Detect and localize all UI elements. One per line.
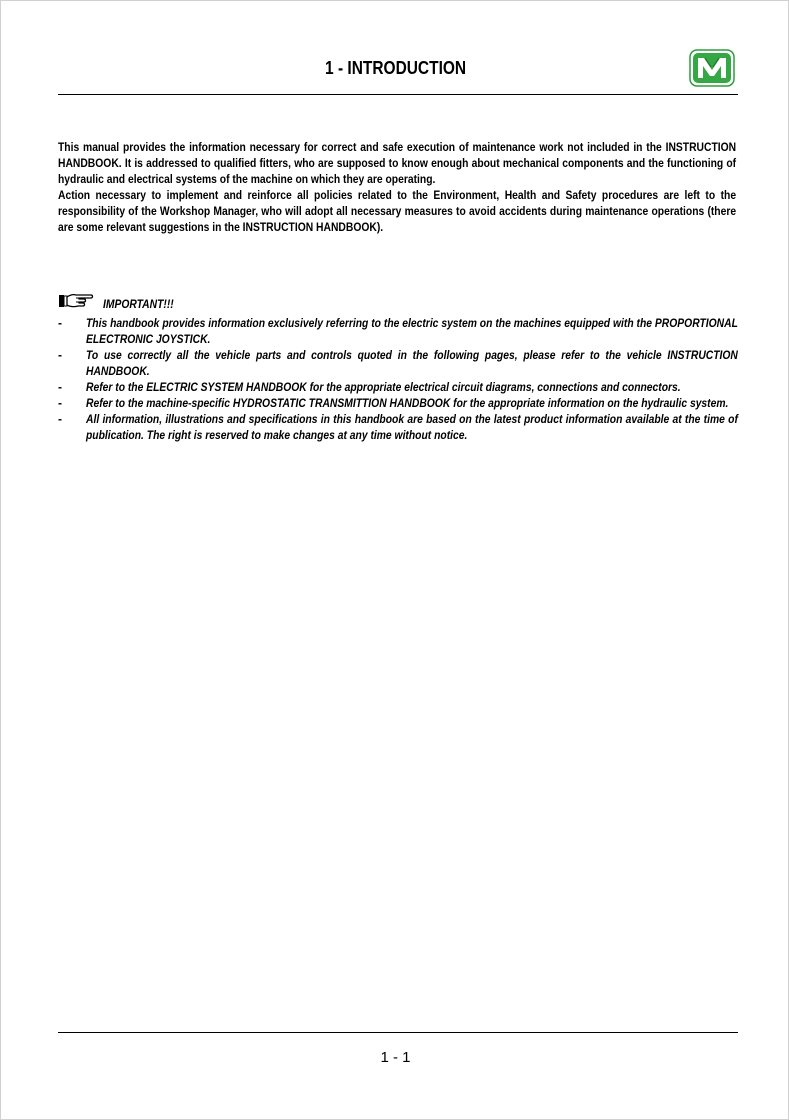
header-divider [58, 94, 738, 95]
introduction-text [58, 139, 736, 235]
important-notice [58, 292, 738, 442]
list-bullet: - [58, 412, 62, 426]
footer-divider [58, 1032, 738, 1033]
list-bullet: - [58, 380, 62, 394]
list-bullet: - [58, 316, 62, 330]
note-text: Refer to the ELECTRIC SYSTEM HANDBOOK for the appropriate electrical circuit diagrams, connections and connectors. [86, 380, 681, 394]
intro-paragraph [58, 187, 736, 235]
list-item [58, 315, 736, 347]
intro-paragraph-1-text: This manual provides the information necessary for correct and safe execution of maintenance work not included in the INSTRUCTION HANDBOOK. It is addressed to qualified fitters, who are supposed to know enough about mechanical components and the functioning of hydraulic and electrical systems of the machine on which they are operating. [58, 140, 737, 186]
pointing-hand-icon [58, 292, 94, 310]
list-item [58, 411, 736, 443]
list-bullet: - [58, 348, 62, 362]
intro-paragraph [58, 139, 736, 187]
note-text: Refer to the machine-specific HYDROSTATIC TRANSMITTION HANDBOOK for the appropriate information on the hydraulic system. [86, 396, 729, 410]
page-title: 1 - INTRODUCTION [325, 58, 467, 78]
machine-maker-logo-icon [689, 49, 735, 87]
list-item [58, 395, 736, 411]
important-notes-list [58, 315, 736, 443]
list-item [58, 347, 736, 379]
list-bullet: - [58, 396, 62, 410]
note-text: This handbook provides information exclusively referring to the electric system on the machines equipped with the PROPORTIONAL ELECTRONIC JOYSTICK. [86, 316, 738, 346]
intro-paragraph-2-text: Action necessary to implement and reinforce all policies related to the Environment, Health and Safety procedures are left to the responsibility of the Workshop Manager, who will adopt all necessary measures to avoid accidents during maintenance operations (there are some relevant suggestions in the INSTRUCTION HANDBOOK). [58, 188, 737, 234]
note-text: To use correctly all the vehicle parts and controls quoted in the following pages, please refer to the vehicle INSTRUCTION HANDBOOK. [86, 348, 738, 378]
page-number: 1 - 1 [380, 1049, 411, 1066]
important-label: IMPORTANT!!! [103, 297, 174, 311]
important-heading [58, 292, 736, 316]
note-text: All information, illustrations and specifications in this handbook are based on the latest product information available at the time of publication. The right is reserved to make changes at any time without notice. [86, 412, 738, 442]
list-item [58, 379, 736, 395]
